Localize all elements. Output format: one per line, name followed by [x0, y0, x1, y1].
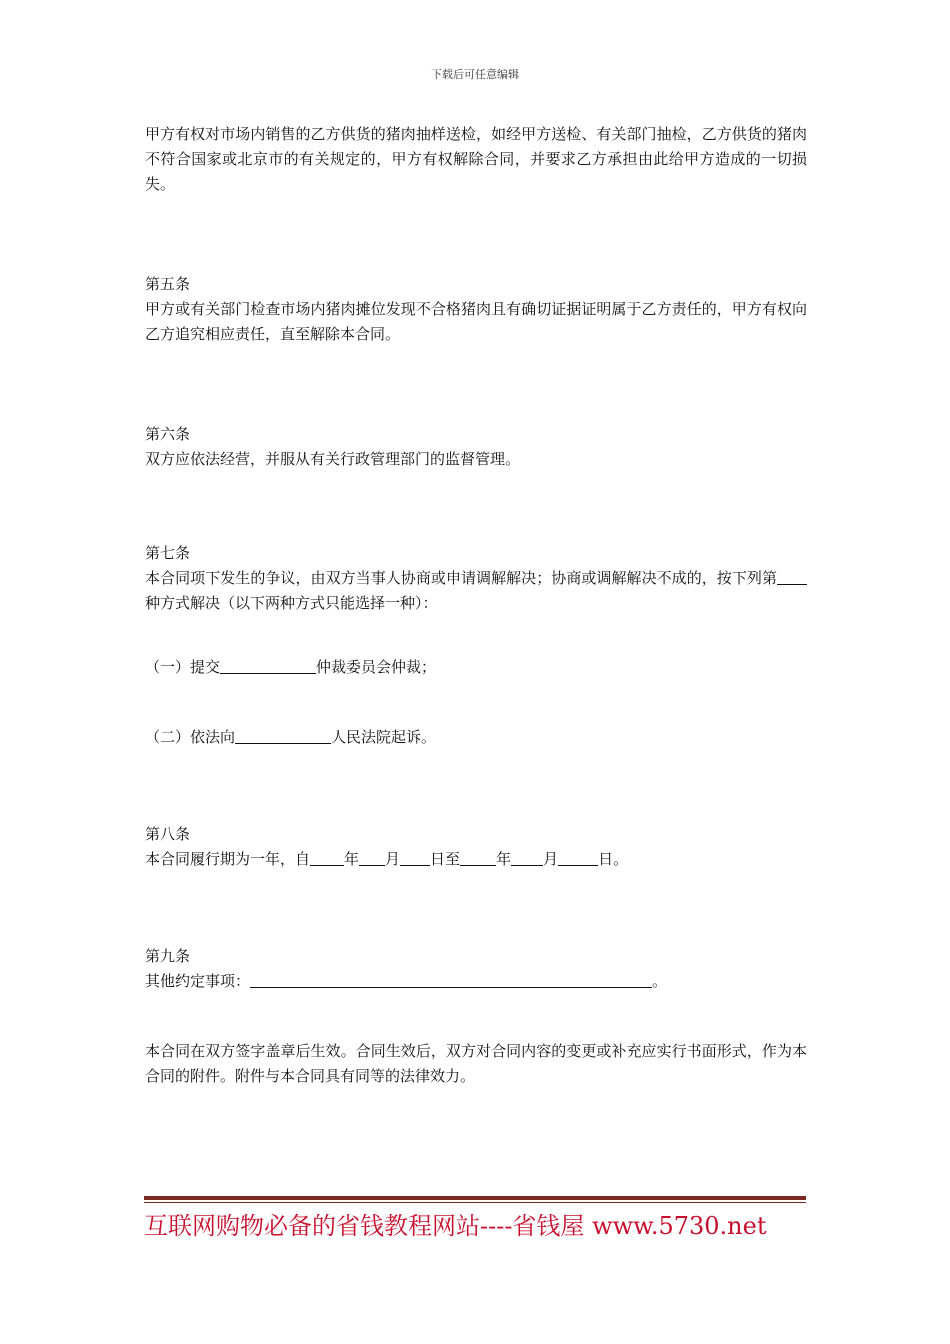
article-7-body-part1: 本合同项下发生的争议，由双方当事人协商或申请调解解决；协商或调解解决不成的，按下列第: [145, 569, 777, 587]
article-9-title: 第九条: [145, 947, 191, 965]
start-day-blank: [400, 850, 430, 866]
option-arbitration-prefix: （一）提交: [145, 658, 221, 676]
footer-divider: [144, 1196, 806, 1203]
start-month-blank: [359, 850, 385, 866]
article-7-body: [145, 566, 807, 616]
article-6-body: 双方应依法经营，并服从有关行政管理部门的监督管理。: [145, 450, 521, 468]
article-9-body: [145, 969, 807, 994]
document-body: [145, 122, 807, 1089]
other-matters-prefix: 其他约定事项：: [145, 972, 251, 990]
end-day-blank: [558, 850, 598, 866]
day-end-label: 日。: [598, 850, 629, 868]
month-label-1: 月: [385, 850, 401, 868]
article-7-title: 第七条: [145, 544, 191, 562]
page-header-note: 下载后可任意编辑: [431, 68, 519, 81]
start-year-blank: [310, 850, 344, 866]
day-to-label: 日至: [430, 850, 461, 868]
month-label-2: 月: [543, 850, 559, 868]
article-7-body-part2: 种方式解决（以下两种方式只能选择一种）：: [145, 594, 438, 612]
year-label-1: 年: [344, 850, 360, 868]
option-litigation-suffix: 人民法院起诉。: [331, 728, 437, 746]
article-8-title: 第八条: [145, 825, 191, 843]
option-litigation-prefix: （二）依法向: [145, 728, 236, 746]
option-arbitration: [145, 655, 807, 680]
other-matters-suffix: 。: [652, 972, 668, 990]
article-6-title: 第六条: [145, 425, 191, 443]
closing-paragraph: 本合同在双方签字盖章后生效。合同生效后，双方对合同内容的变更或补充应实行书面形式，作为本合同的附件。附件与本合同具有同等的法律效力。: [145, 1042, 807, 1085]
year-label-2: 年: [496, 850, 512, 868]
article-5-body: 甲方或有关部门检查市场内猪肉摊位发现不合格猪肉且有确切证据证明属于乙方责任的，甲方有权向乙方追究相应责任，直至解除本合同。: [145, 300, 807, 343]
court-blank: [235, 728, 331, 744]
article-8-body: [145, 847, 807, 872]
footer-promo-link[interactable]: 互联网购物必备的省钱教程网站----省钱屋 www.5730.net: [144, 1212, 767, 1240]
method-choice-blank: [777, 569, 807, 585]
arbitration-committee-blank: [220, 658, 316, 674]
other-matters-blank: [250, 972, 652, 988]
end-year-blank: [460, 850, 496, 866]
intro-paragraph: 甲方有权对市场内销售的乙方供货的猪肉抽样送检，如经甲方送检、有关部门抽检，乙方供货的猪肉不符合国家或北京市的有关规定的，甲方有权解除合同，并要求乙方承担由此给甲方造成的一切损失。: [145, 125, 807, 193]
term-prefix: 本合同履行期为一年，自: [145, 850, 311, 868]
option-arbitration-suffix: 仲裁委员会仲裁；: [316, 658, 437, 676]
article-5-title: 第五条: [145, 275, 191, 293]
option-litigation: [145, 725, 807, 750]
end-month-blank: [511, 850, 543, 866]
